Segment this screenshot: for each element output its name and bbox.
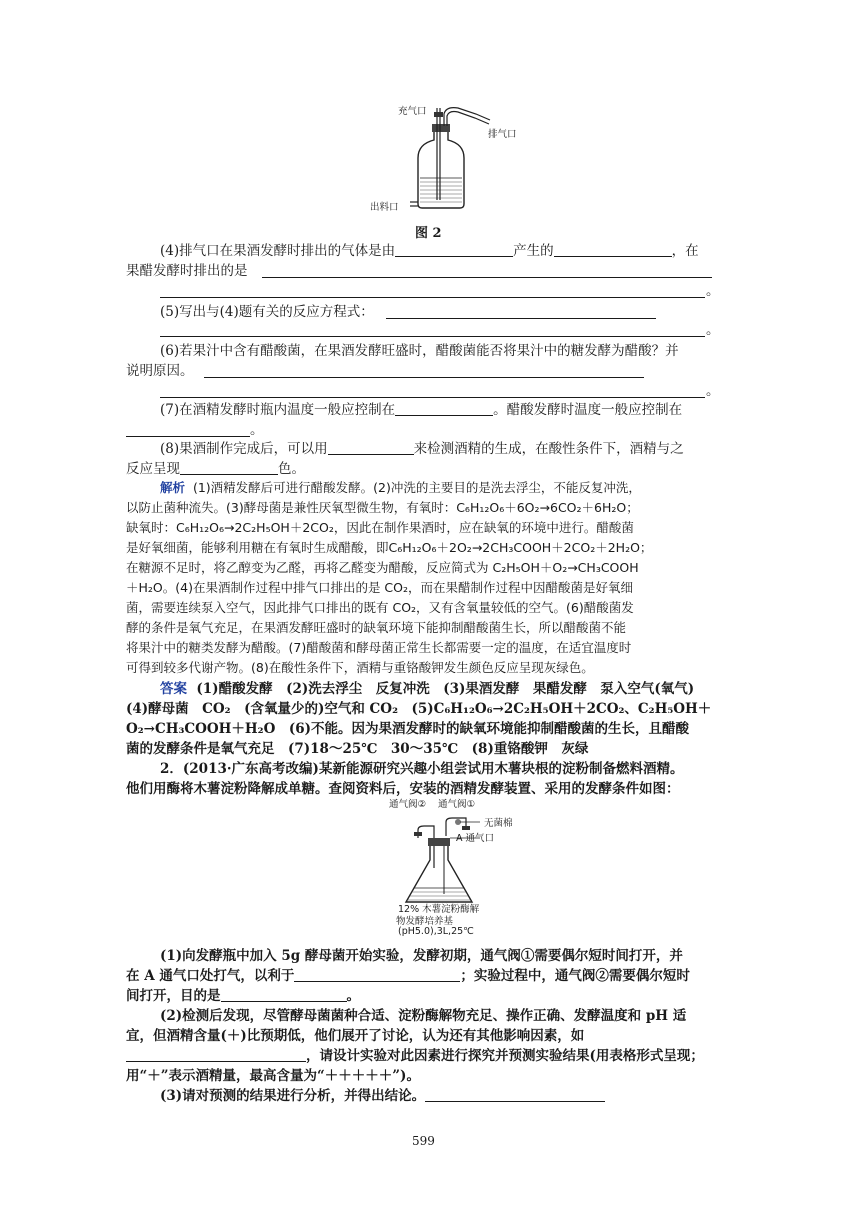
answer-blank[interactable] bbox=[395, 242, 513, 257]
answer-blank[interactable] bbox=[425, 1087, 605, 1102]
answer-line-2: (4)酵母菌 CO₂ (含氧量少的)空气和 CO₂ (5)C₆H₁₂O₆→2C₂H₅OH＋2CO₂、C₂H₅OH＋ bbox=[126, 701, 712, 717]
answer-blank[interactable] bbox=[221, 987, 347, 1002]
problem-2-line-1: 2．(2013·广东高考改编)某新能源研究兴趣小组尝试用木薯块根的淀粉制备燃料酒精。 bbox=[160, 761, 684, 777]
answer-blank[interactable] bbox=[262, 276, 712, 278]
answer-line-1: 答案 (1)醋酸发酵 (2)洗去浮尘 反复冲洗 (3)果酒发酵 果醋发酵 泵入空气(氧气) bbox=[160, 681, 695, 697]
valve-2-label: 通气阀② bbox=[389, 799, 427, 810]
valve-1-label: 通气阀① bbox=[438, 799, 476, 810]
answer-blank[interactable] bbox=[204, 376, 644, 378]
figure-2-caption: 图 2 bbox=[415, 226, 442, 241]
answer-blank[interactable] bbox=[395, 401, 493, 416]
problem-2-line-2: 他们用酶将木薯淀粉降解成单糖。查阅资料后，安装的酒精发酵装置、采用的发酵条件如图： bbox=[126, 781, 680, 797]
answer-blank[interactable] bbox=[386, 317, 656, 319]
analysis-line-10: 可得到较多代谢产物。(8)在酸性条件下，酒精与重铬酸钾发生颜色反应呈现灰绿色。 bbox=[126, 660, 594, 675]
p2-q1-line-1: (1)向发酵瓶中加入 5g 酵母菌开始实验，发酵初期，通气阀①需要偶尔短时间打开，并 bbox=[160, 948, 683, 964]
answer-blank[interactable] bbox=[294, 967, 460, 982]
p2-q3-line-1: (3)请对预测的结果进行分析，并得出结论。 bbox=[160, 1087, 736, 1105]
p2-q1-line-3: 间打开，目的是 。 bbox=[126, 988, 360, 1004]
analysis-line-2: 以防止菌种流失。(3)酵母菌是兼性厌氧型微生物，有氧时：C₆H₁₂O₆＋6O₂→6CO₂＋6H₂O； bbox=[126, 500, 639, 515]
analysis-line-3: 缺氧时：C₆H₁₂O₆→2C₂H₅OH＋2CO₂，因此在制作果酒时，应在缺氧的环境中进行。醋酸菌 bbox=[126, 520, 634, 535]
q8-line-2: 反应呈现 色。 bbox=[126, 461, 305, 477]
q8-line-1: (8)果酒制作完成后，可以用 来检测酒精的生成，在酸性条件下，酒精与之 bbox=[160, 441, 684, 457]
q6-line-1: (6)若果汁中含有醋酸菌，在果酒发酵旺盛时，醋酸菌能否将果汁中的糖发酵为醋酸？并 bbox=[160, 343, 679, 359]
page-number: 599 bbox=[412, 1134, 435, 1148]
answer-blank[interactable] bbox=[160, 396, 705, 398]
q4-line-2: 果醋发酵时排出的是 bbox=[126, 263, 248, 279]
p2-q2-line-4: 用“＋”表示酒精量，最高含量为“＋＋＋＋＋”)。 bbox=[126, 1068, 420, 1084]
exhaust-label: 排气口 bbox=[488, 129, 517, 140]
document-page: 充气口 排气口 出料口 图 2 (4)排气口在果酒发酵时排出的气体是由 产生的 ，在 果醋发酵时排出的是 。 (5)写出与(4)题有关的反应方程式： 。 (6)若果汁中含有醋酸菌，在果酒发酵旺盛时，醋酸菌能否将果汁中的糖发酵为醋酸？并 说明原因。 。 (7)在酒精发酵时瓶内温度一般应控制在 。醋酸发酵时温度一般应控制在 。 (8)果酒制作完成后，可以用 来检测酒精的生成，在酸性条件下，酒精与之 反应呈现 色。 解析 (1)酒精发酵后可进行醋酸发酵。(2)冲洗的主要目的是洗去浮尘，不能反复冲洗， 以防止菌种流失。(3)酵母菌是兼性厌氧型微生物，有氧时：C₆H₁₂O₆＋6O₂→6CO₂＋6H₂O； 缺氧时：C₆H₁₂O₆→2C₂H₅OH＋2CO₂，因此在制作果酒时，应在缺氧的环境中进行。醋酸菌 是好氧细菌，能够利用糖在有氧时生成醋酸，即C₆H₁₂O₆＋2O₂→2CH₃COOH＋2CO₂＋2H₂O； 在糖源不足时，将乙醇变为乙醛，再将乙醛变为醋酸，反应简式为 C₂H₅OH＋O₂→CH₃COOH ＋H₂O。(4)在果酒制作过程中排气口排出的是 CO₂，而在果醋制作过程中因醋酸菌是好氧细 菌，需要连续泵入空气，因此排气口排出的既有 CO₂，又有含氧量较低的空气。(6)醋酸菌发 酵的条件是氧气充足，在果酒发酵旺盛时的缺氧环境下能抑制醋酸菌生长，所以醋酸菌不能 将果汁中的糖类发酵为醋酸。(7)醋酸菌和酵母菌正常生长都需要一定的温度，在适宜温度时 可得到较多代谢产物。(8)在酸性条件下，酒精与重铬酸钾发生颜色反应呈现灰绿色。 答案 (1)醋酸发酵 (2)洗去浮尘 反复冲洗 (3)果酒发酵 果醋发酵 泵入空气(氧气) (4)酵母菌 CO₂ (含氧量少的)空气和 CO₂ (5)C₆H₁₂O₆→2C₂H₅OH＋2CO₂、C₂H₅OH＋ O₂→CH₃COOH＋H₂O (6)不能。因为果酒发酵时的缺氧环境能抑制醋酸菌的生长，且醋酸 菌的发酵条件是氧气充足 (7)18～25℃ 30～35℃ (8)重铬酸钾 灰绿 2．(2013·广东高考改编)某新能源研究兴趣小组尝试用木薯块根的淀粉制备燃料酒精。 他们用酶将木薯淀粉降解成单糖。查阅资料后，安装的酒精发酵装置、采用的发酵条件如图： 通气阀② 通气阀① 无菌棉 A 通气口 12% 木薯淀粉酶解 物发酵培养基 (pH5.0),3L,25℃ (1)向发酵瓶中加入 5g 酵母菌开始实验，发酵初期，通气阀①需要偶尔短时间打开，并 在 A 通气口处打气，以利于 ；实验过程中，通气阀②需要偶尔短时 间打开，目的是 。 (2)检测后发现，尽管酵母菌菌种合适、淀粉酶解物充足、操作正确、发酵温度和 pH 适 宜，但酒精含量(＋)比预期低，他们展开了讨论，认为还有其他影响因素，如 ，请设计实验对此因素进行探究并预测实验结果(用表格形式呈现； 用“＋”表示酒精量，最高含量为“＋＋＋＋＋”)。 (3)请对预测的结果进行分析，并得出结论。 599 bbox=[0, 0, 860, 1216]
analysis-line-8: 酵的条件是氧气充足，在果酒发酵旺盛时的缺氧环境下能抑制醋酸菌生长，所以醋酸菌不能 bbox=[126, 620, 627, 635]
medium-label-1: 12% 木薯淀粉酶解 bbox=[398, 904, 480, 915]
analysis-line-5: 在糖源不足时，将乙醇变为乙醛，再将乙醛变为醋酸，反应简式为 C₂H₅OH＋O₂→CH₃COOH bbox=[126, 560, 639, 575]
answer-line-3: O₂→CH₃COOH＋H₂O (6)不能。因为果酒发酵时的缺氧环境能抑制醋酸菌的生长，且醋酸 bbox=[126, 721, 690, 737]
answer-blank[interactable] bbox=[126, 435, 250, 437]
q6-line-2: 说明原因。 bbox=[126, 363, 194, 379]
q5-line-1: (5)写出与(4)题有关的反应方程式： bbox=[160, 304, 374, 320]
fermentation-flask-diagram bbox=[400, 808, 540, 908]
q4-line-1: (4)排气口在果酒发酵时排出的气体是由 产生的 ，在 bbox=[160, 243, 699, 259]
analysis-line-7: 菌，需要连续泵入空气，因此排气口排出的既有 CO₂，又有含氧量较低的空气。(6)醋酸菌发 bbox=[126, 600, 634, 615]
conditions-label: (pH5.0),3L,25℃ bbox=[398, 926, 474, 937]
analysis-tag: 解析 bbox=[160, 480, 186, 495]
answer-blank[interactable] bbox=[554, 242, 672, 257]
medium-label-2: 物发酵培养基 bbox=[396, 916, 454, 927]
outlet-label: 出料口 bbox=[370, 202, 399, 213]
answer-blank[interactable] bbox=[126, 1047, 306, 1062]
answer-blank[interactable] bbox=[180, 460, 278, 475]
analysis-line-1: 解析 (1)酒精发酵后可进行醋酸发酵。(2)冲洗的主要目的是洗去浮尘，不能反复冲洗， bbox=[160, 480, 641, 495]
p2-q1-line-2: 在 A 通气口处打气，以利于 ；实验过程中，通气阀②需要偶尔短时 bbox=[126, 968, 690, 984]
answer-blank[interactable] bbox=[160, 335, 705, 337]
p2-q2-line-3: ，请设计实验对此因素进行探究并预测实验结果(用表格形式呈现； bbox=[126, 1047, 736, 1065]
answer-blank[interactable] bbox=[328, 440, 414, 455]
answer-blank[interactable] bbox=[160, 296, 705, 298]
q7-line-1: (7)在酒精发酵时瓶内温度一般应控制在 。醋酸发酵时温度一般应控制在 bbox=[160, 402, 683, 418]
answer-tag: 答案 bbox=[160, 681, 187, 697]
cotton-label: 无菌棉 bbox=[484, 818, 513, 829]
p2-q2-line-1: (2)检测后发现，尽管酵母菌菌种合适、淀粉酶解物充足、操作正确、发酵温度和 pH 适 bbox=[160, 1008, 687, 1024]
p2-q2-line-2: 宜，但酒精含量(＋)比预期低，他们展开了讨论，认为还有其他影响因素，如 bbox=[126, 1028, 585, 1044]
inlet-label: 充气口 bbox=[398, 106, 427, 117]
answer-line-4: 菌的发酵条件是氧气充足 (7)18～25℃ 30～35℃ (8)重铬酸钾 灰绿 bbox=[126, 741, 589, 757]
analysis-line-4: 是好氧细菌，能够利用糖在有氧时生成醋酸，即C₆H₁₂O₆＋2O₂→2CH₃COOH＋2CO₂＋2H₂O； bbox=[126, 540, 653, 555]
analysis-line-9: 将果汁中的糖类发酵为醋酸。(7)醋酸菌和酵母菌正常生长都需要一定的温度，在适宜温度时 bbox=[126, 640, 632, 655]
analysis-line-6: ＋H₂O。(4)在果酒制作过程中排气口排出的是 CO₂，而在果醋制作过程中因醋酸菌是好氧细 bbox=[126, 580, 634, 595]
port-a-label: A 通气口 bbox=[456, 833, 495, 844]
